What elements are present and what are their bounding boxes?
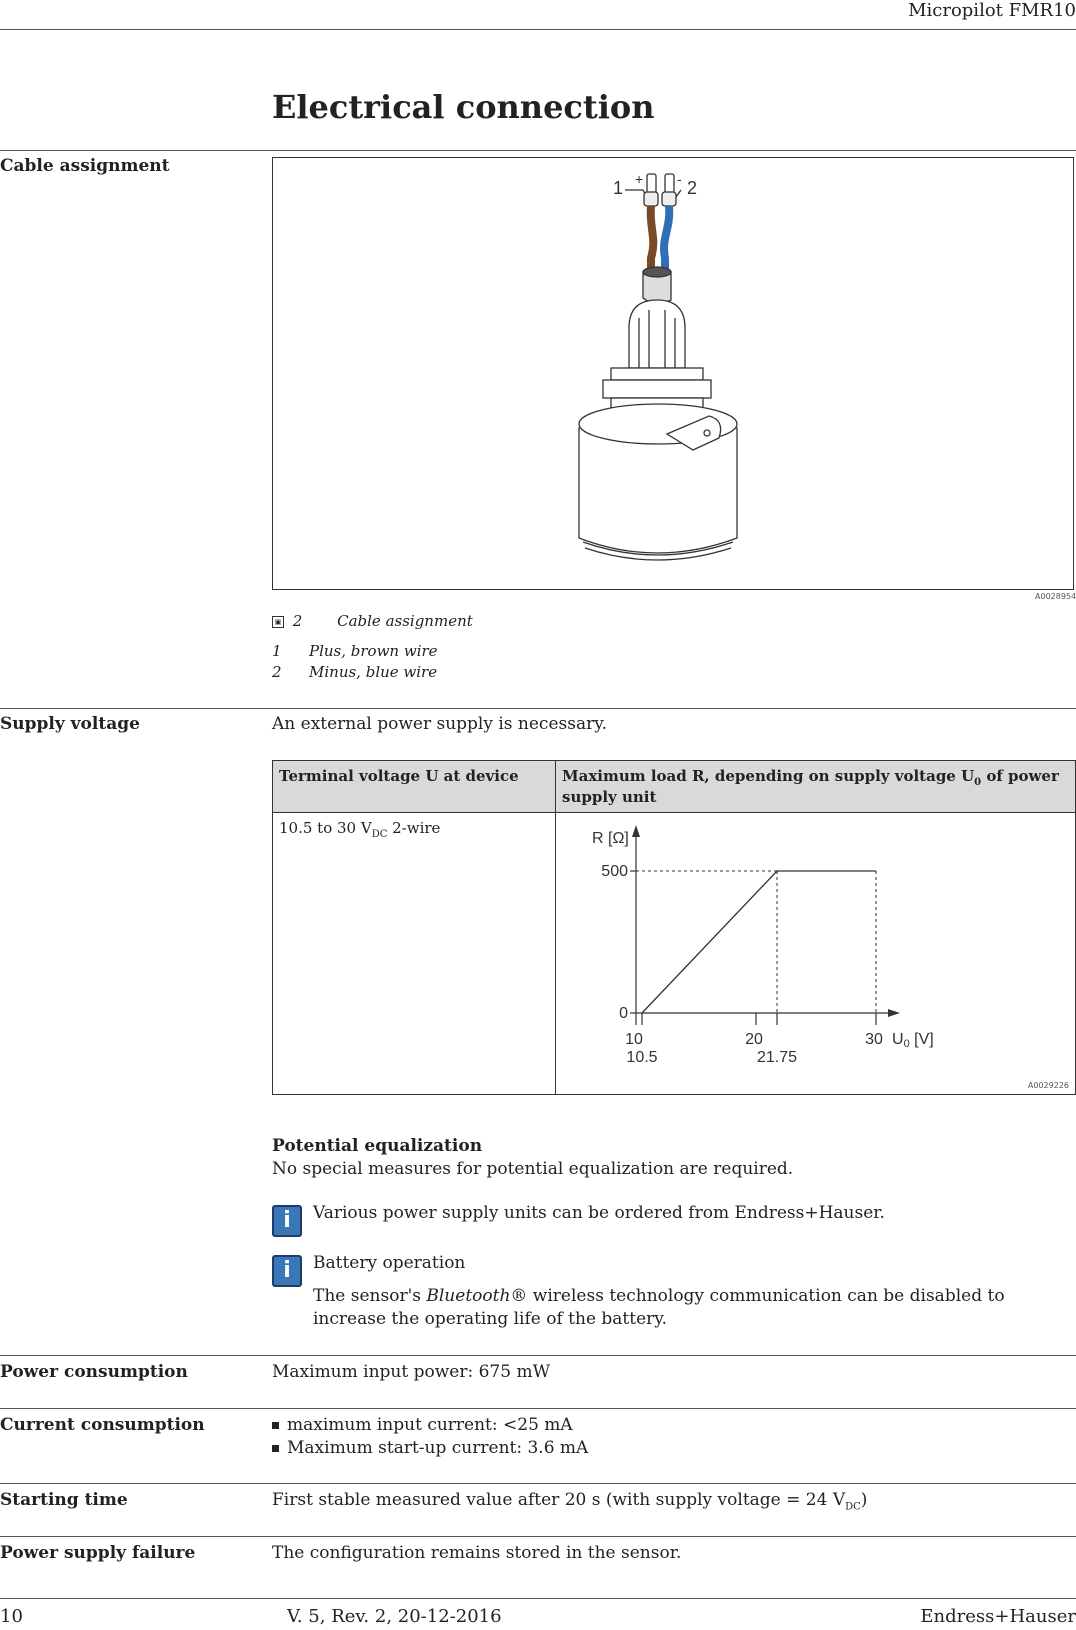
note-battery-text: The sensor's Bluetooth® wireless technology communication can be disabled to increase the operating life of the battery. [313, 1286, 1005, 1329]
power-consumption-value: Maximum input power: 675 mW [272, 1362, 551, 1382]
power-supply-failure-label: Power supply failure [0, 1543, 196, 1563]
legend-item-2 [272, 663, 438, 681]
header-divider [0, 29, 1076, 30]
cable-assignment-label: Cable assignment [0, 156, 170, 176]
minus-sign: - [677, 171, 682, 187]
power-supply-failure-value: The configuration remains stored in the sensor. [272, 1543, 682, 1563]
callout-1: 1 [613, 178, 624, 198]
footer-divider [0, 1598, 1076, 1599]
y-axis-label: R [Ω] [592, 830, 629, 847]
figure-code: A0028954 [1035, 592, 1076, 601]
supply-voltage-table [272, 760, 1076, 1095]
x-tick-label: 30 [865, 1031, 883, 1048]
current-consumption-item: maximum input current: <25 mA [272, 1415, 573, 1435]
load-series-line [642, 871, 876, 1013]
divider [0, 1355, 1076, 1356]
divider [0, 708, 1076, 709]
x-tick-label: 10 [625, 1031, 643, 1048]
table-cell-terminal-voltage: 10.5 to 30 $V_{DC}$ 2-wire [273, 813, 556, 1095]
starting-time-label: Starting time [0, 1490, 128, 1510]
callout-2: 2 [687, 178, 698, 198]
y-tick-label: 0 [619, 1005, 628, 1022]
supply-voltage-label: Supply voltage [0, 714, 140, 734]
header-product: Micropilot FMR10 [908, 0, 1076, 21]
legend-num: 2 [272, 663, 282, 681]
figure-icon: ▣ [272, 616, 284, 628]
hex-nut [603, 380, 711, 398]
x-tick-label: 20 [745, 1031, 763, 1048]
brown-wire [651, 206, 654, 276]
table-header-max-load: Maximum load R, depending on supply voltage $U_0$ of power supply unit [556, 761, 1076, 813]
table-header-terminal-voltage: Terminal voltage U at device [273, 761, 556, 813]
chart-code: A0029226 [1027, 1081, 1069, 1090]
plus-sign: + [635, 171, 644, 187]
legend-num: 1 [272, 642, 282, 660]
footer-page-number: 10 [0, 1606, 23, 1627]
cable-gland [629, 300, 685, 368]
footer-brand: Endress+Hauser [920, 1606, 1076, 1627]
blue-wire [664, 206, 669, 276]
legend-text: Minus, blue wire [309, 663, 438, 681]
potential-equalization-text: No special measures for potential equalization are required. [272, 1159, 794, 1179]
x-mark-label: 21.75 [756, 1049, 798, 1066]
info-icon: i [272, 1205, 302, 1237]
legend-text: Plus, brown wire [309, 642, 438, 660]
note-battery-title: Battery operation [313, 1253, 466, 1273]
current-consumption-label: Current consumption [0, 1415, 205, 1435]
divider [0, 1536, 1076, 1537]
section-title: Electrical connection [272, 88, 655, 126]
y-tick-label: 500 [601, 863, 628, 880]
x-axis-label: U0 [V] [892, 1031, 934, 1050]
info-icon: i [272, 1255, 302, 1287]
x-mark-label: 10.5 [626, 1049, 658, 1066]
load-chart [556, 813, 1064, 1093]
section-divider [0, 150, 1076, 151]
figure-caption [272, 612, 473, 630]
potential-equalization-heading: Potential equalization [272, 1136, 483, 1156]
current-consumption-item: Maximum start-up current: 3.6 mA [272, 1438, 588, 1458]
supply-voltage-intro: An external power supply is necessary. [272, 714, 607, 734]
footer-version: V. 5, Rev. 2, 20-12-2016 [287, 1606, 502, 1627]
legend-item-1 [272, 642, 438, 660]
starting-time-value: First stable measured value after 20 s (with supply voltage = 24 $V_{DC}$) [272, 1490, 868, 1513]
divider [0, 1483, 1076, 1484]
figure-caption-text: Cable assignment [337, 612, 473, 630]
sensor-illustration [273, 158, 1073, 589]
cable-assignment-figure [272, 157, 1074, 590]
divider [0, 1408, 1076, 1409]
figure-number: 2 [292, 612, 303, 630]
note-power-supply-units: Various power supply units can be ordered from Endress+Hauser. [313, 1203, 885, 1223]
table-cell-chart [556, 813, 1076, 1095]
power-consumption-label: Power consumption [0, 1362, 188, 1382]
